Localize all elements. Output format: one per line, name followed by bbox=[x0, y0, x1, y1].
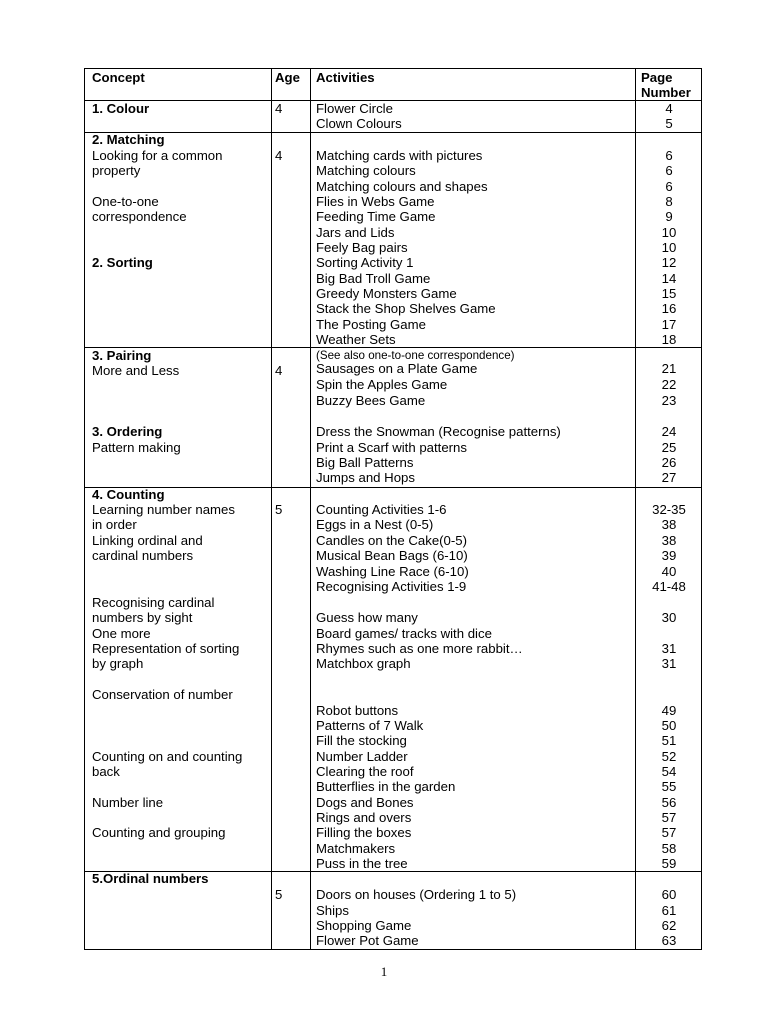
age-value: 4 bbox=[275, 363, 283, 378]
activity-page-number: 16 bbox=[661, 301, 677, 316]
activity-page-number: 10 bbox=[661, 240, 677, 255]
activity-page-number: 8 bbox=[665, 194, 673, 209]
concept-text: Looking for a common bbox=[92, 148, 223, 163]
activity-name: Shopping Game bbox=[316, 918, 412, 933]
concept-text: cardinal numbers bbox=[92, 548, 194, 563]
activity-name: Jumps and Hops bbox=[316, 470, 415, 485]
concept-text: More and Less bbox=[92, 363, 180, 378]
activity-name: Matchmakers bbox=[316, 841, 396, 856]
activity-name: Flies in Webs Game bbox=[316, 194, 435, 209]
concept-text: Counting on and counting bbox=[92, 749, 243, 764]
activity-name: Musical Bean Bags (6-10) bbox=[316, 548, 468, 563]
activity-name: Guess how many bbox=[316, 610, 418, 625]
concept-text: One more bbox=[92, 626, 151, 641]
concept-text: back bbox=[92, 764, 120, 779]
activity-name: Weather Sets bbox=[316, 332, 396, 347]
header-concept: Concept bbox=[92, 70, 145, 85]
activity-page-number: 31 bbox=[661, 656, 677, 671]
concept-text: Conservation of number bbox=[92, 687, 233, 702]
activity-name: Ships bbox=[316, 903, 349, 918]
activity-name: Doors on houses (Ordering 1 to 5) bbox=[316, 887, 517, 902]
activity-page-number: 22 bbox=[661, 377, 677, 392]
activity-page-number: 59 bbox=[661, 856, 677, 871]
activity-page-number: 14 bbox=[661, 271, 677, 286]
activity-page-number: 40 bbox=[661, 564, 677, 579]
activity-name: Flower Pot Game bbox=[316, 933, 419, 948]
activity-name: Dress the Snowman (Recognise patterns) bbox=[316, 424, 561, 439]
concept-text: 5.Ordinal numbers bbox=[92, 871, 209, 886]
activity-page-number: 56 bbox=[661, 795, 677, 810]
activity-page-number: 9 bbox=[665, 209, 673, 224]
activity-page-number: 6 bbox=[665, 148, 673, 163]
activity-name: Flower Circle bbox=[316, 101, 393, 116]
activity-name: Rings and overs bbox=[316, 810, 412, 825]
activity-page-number: 6 bbox=[665, 163, 673, 178]
activity-page-number: 27 bbox=[661, 470, 677, 485]
activity-name: Board games/ tracks with dice bbox=[316, 626, 492, 641]
activity-page-number: 60 bbox=[661, 887, 677, 902]
concept-text: Linking ordinal and bbox=[92, 533, 203, 548]
activity-page-number: 31 bbox=[661, 641, 677, 656]
concept-text: 1. Colour bbox=[92, 101, 150, 116]
activity-page-number: 21 bbox=[661, 361, 677, 376]
activity-page-number: 4 bbox=[665, 101, 673, 116]
activity-name: Counting Activities 1-6 bbox=[316, 502, 447, 517]
concept-text: 3. Ordering bbox=[92, 424, 163, 439]
age-value: 4 bbox=[275, 148, 283, 163]
activity-page-number: 61 bbox=[661, 903, 677, 918]
activity-name: Buzzy Bees Game bbox=[316, 393, 426, 408]
activity-page-number: 25 bbox=[661, 440, 677, 455]
concept-text: by graph bbox=[92, 656, 144, 671]
activity-name: (See also one-to-one correspondence) bbox=[316, 349, 515, 362]
concept-text: 4. Counting bbox=[92, 487, 165, 502]
concept-text: in order bbox=[92, 517, 137, 532]
activity-name: Print a Scarf with patterns bbox=[316, 440, 467, 455]
concept-text: 2. Matching bbox=[92, 132, 165, 147]
header-age: Age bbox=[275, 70, 300, 85]
concept-text: property bbox=[92, 163, 141, 178]
activity-name: Filling the boxes bbox=[316, 825, 412, 840]
concept-text: 2. Sorting bbox=[92, 255, 153, 270]
activity-page-number: 5 bbox=[665, 116, 673, 131]
activity-name: Patterns of 7 Walk bbox=[316, 718, 424, 733]
column-divider bbox=[310, 69, 311, 949]
activity-page-number: 52 bbox=[661, 749, 677, 764]
header-page-line2: Number bbox=[641, 85, 691, 100]
activity-name: Matching colours and shapes bbox=[316, 179, 488, 194]
activity-name: Robot buttons bbox=[316, 703, 399, 718]
activity-page-number: 57 bbox=[661, 825, 677, 840]
activity-page-number: 49 bbox=[661, 703, 677, 718]
activity-name: Sausages on a Plate Game bbox=[316, 361, 478, 376]
activity-name: Washing Line Race (6-10) bbox=[316, 564, 469, 579]
concept-text: Representation of sorting bbox=[92, 641, 240, 656]
concept-activities-table bbox=[84, 68, 702, 950]
concept-text: 3. Pairing bbox=[92, 348, 152, 363]
concept-text: One-to-one bbox=[92, 194, 159, 209]
activity-page-number: 51 bbox=[661, 733, 677, 748]
activity-page-number: 41-48 bbox=[652, 579, 686, 594]
activity-name: Candles on the Cake(0-5) bbox=[316, 533, 468, 548]
activity-name: Dogs and Bones bbox=[316, 795, 414, 810]
activity-name: Stack the Shop Shelves Game bbox=[316, 301, 496, 316]
activity-name: Matchbox graph bbox=[316, 656, 411, 671]
activity-page-number: 6 bbox=[665, 179, 673, 194]
activity-page-number: 63 bbox=[661, 933, 677, 948]
concept-text: Counting and grouping bbox=[92, 825, 226, 840]
activity-page-number: 50 bbox=[661, 718, 677, 733]
row-divider bbox=[85, 487, 701, 488]
activity-name: Feely Bag pairs bbox=[316, 240, 408, 255]
activity-name: Matching colours bbox=[316, 163, 416, 178]
concept-text: Recognising cardinal bbox=[92, 595, 215, 610]
activity-page-number: 32-35 bbox=[652, 502, 686, 517]
activity-name: Feeding Time Game bbox=[316, 209, 436, 224]
activity-name: Puss in the tree bbox=[316, 856, 408, 871]
activity-name: Big Ball Patterns bbox=[316, 455, 414, 470]
activity-page-number: 39 bbox=[661, 548, 677, 563]
activity-name: Recognising Activities 1-9 bbox=[316, 579, 467, 594]
activity-page-number: 58 bbox=[661, 841, 677, 856]
header-page-line1: Page bbox=[641, 70, 673, 85]
activity-name: Sorting Activity 1 bbox=[316, 255, 414, 270]
activity-page-number: 57 bbox=[661, 810, 677, 825]
activity-name: Rhymes such as one more rabbit… bbox=[316, 641, 523, 656]
activity-page-number: 62 bbox=[661, 918, 677, 933]
activity-page-number: 15 bbox=[661, 286, 677, 301]
activity-page-number: 23 bbox=[661, 393, 677, 408]
activity-name: Eggs in a Nest (0-5) bbox=[316, 517, 434, 532]
activity-page-number: 30 bbox=[661, 610, 677, 625]
activity-page-number: 24 bbox=[661, 424, 677, 439]
activity-name: Number Ladder bbox=[316, 749, 408, 764]
page-number: 1 bbox=[380, 964, 388, 979]
activity-page-number: 55 bbox=[661, 779, 677, 794]
activity-page-number: 54 bbox=[661, 764, 677, 779]
row-divider bbox=[85, 100, 701, 101]
activity-name: The Posting Game bbox=[316, 317, 426, 332]
activity-page-number: 38 bbox=[661, 517, 677, 532]
concept-text: correspondence bbox=[92, 209, 187, 224]
activity-page-number: 10 bbox=[661, 225, 677, 240]
header-activities: Activities bbox=[316, 70, 375, 85]
activity-name: Jars and Lids bbox=[316, 225, 395, 240]
activity-page-number: 17 bbox=[661, 317, 677, 332]
concept-text: Learning number names bbox=[92, 502, 235, 517]
row-divider bbox=[85, 132, 701, 133]
concept-text: numbers by sight bbox=[92, 610, 193, 625]
activity-name: Spin the Apples Game bbox=[316, 377, 448, 392]
activity-page-number: 26 bbox=[661, 455, 677, 470]
activity-name: Big Bad Troll Game bbox=[316, 271, 431, 286]
age-value: 5 bbox=[275, 502, 283, 517]
activity-name: Clearing the roof bbox=[316, 764, 414, 779]
activity-name: Clown Colours bbox=[316, 116, 402, 131]
activity-name: Matching cards with pictures bbox=[316, 148, 483, 163]
concept-text: Pattern making bbox=[92, 440, 181, 455]
age-value: 5 bbox=[275, 887, 283, 902]
activity-page-number: 18 bbox=[661, 332, 677, 347]
activity-name: Butterflies in the garden bbox=[316, 779, 456, 794]
activity-page-number: 38 bbox=[661, 533, 677, 548]
age-value: 4 bbox=[275, 101, 283, 116]
column-divider bbox=[271, 69, 272, 949]
activity-name: Fill the stocking bbox=[316, 733, 407, 748]
activity-page-number: 12 bbox=[661, 255, 677, 270]
concept-text: Number line bbox=[92, 795, 164, 810]
activity-name: Greedy Monsters Game bbox=[316, 286, 457, 301]
